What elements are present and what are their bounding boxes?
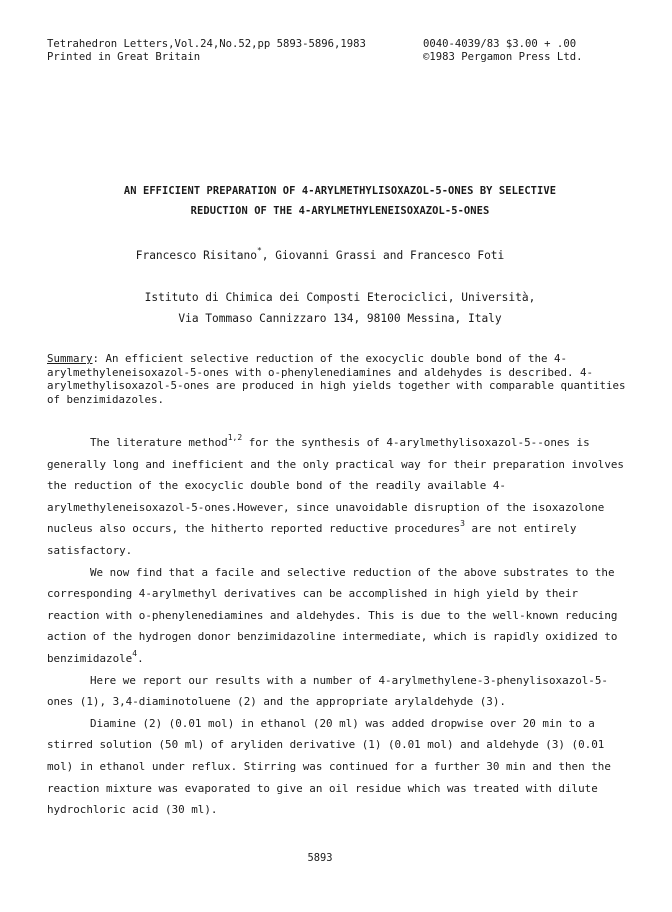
journal-header-right xyxy=(423,38,582,64)
paragraph-1-text-c: are not entirely satisfactory. xyxy=(47,522,577,557)
printed-location: Printed in Great Britain xyxy=(47,51,201,63)
citation-ref-3: 3 xyxy=(460,519,465,529)
author-list xyxy=(0,243,640,264)
copyright-notice: ©1983 Pergamon Press Ltd. xyxy=(423,51,583,63)
affiliation-line-1: Istituto di Chimica dei Composti Eterociclici, Università, xyxy=(144,291,536,304)
paragraph-1-text-a: The literature method xyxy=(90,436,228,449)
price-code: 0040-4039/83 $3.00 + .00 xyxy=(423,38,577,50)
affiliation xyxy=(40,287,640,329)
author-first: Francesco Risitano xyxy=(135,249,257,262)
journal-header-left xyxy=(47,38,366,64)
title-line-1: AN EFFICIENT PREPARATION OF 4-ARYLMETHYLISOXAZOL-5-ONES BY SELECTIVE xyxy=(123,185,557,197)
citation-ref-1-2: 1,2 xyxy=(227,433,243,442)
journal-citation: Tetrahedron Letters,Vol.24,No.52,pp 5893-5896,1983 xyxy=(47,38,366,50)
summary-text: : An efficient selective reduction of the exocyclic double bond of the 4-arylmethyleneisoxazol-5-ones with o-phenylenediamines and aldehydes is described. 4-arylmethylisoxazol-5-ones are produced in high yields together with comparable quantities of benzimidazoles. xyxy=(47,352,626,406)
citation-ref-4: 4 xyxy=(132,648,138,658)
paragraph-2-text-a: We now find that a facile and selective reduction of the above substrates to the corresponding 4-arylmethyl derivatives can be accomplished in high yield by their reaction with o-phenylenediamines and aldehydes. This is due to the well-known reducing action of the hydrogen donor benzimidazoline intermediate, which is rapidly oxidized to benzimidazole xyxy=(47,565,618,665)
title-line-2: REDUCTION OF THE 4-ARYLMETHYLENEISOXAZOL-5-ONES xyxy=(190,205,490,217)
paragraph-1-text-b: for the synthesis of 4-arylmethylisoxazol-5--ones is generally long and inefficient and the only practical way for their preparation involves the reduction of the exocyclic double bond of the readily available 4-arylmethyleneisoxazol-5-ones.However, since unavoidable disruption of the isoxazolone nucleus also occurs, the hitherto reported reductive procedures xyxy=(47,436,624,536)
body-text xyxy=(47,432,627,821)
author-rest: , Giovanni Grassi and Francesco Foti xyxy=(261,249,505,262)
paragraph-4: Diamine (2) (0.01 mol) in ethanol (20 ml) was added dropwise over 20 min to a stirred solution (50 ml) of aryliden derivative (1) (0.01 mol) and aldehyde (3) (0.01 mol) in ethanol under reflux. Stirring was continued for a further 30 min and then the reaction mixture was evaporated to give an oil residue which was treated with dilute hydrochloric acid (30 ml). xyxy=(47,716,611,817)
page-number: 5893 xyxy=(307,852,333,864)
affiliation-line-2: Via Tommaso Cannizzaro 134, 98100 Messina, Italy xyxy=(178,312,502,325)
paragraph-2-text-b: . xyxy=(137,651,144,665)
summary-label: Summary xyxy=(47,352,93,365)
summary-abstract xyxy=(47,352,627,406)
paragraph-2 xyxy=(47,562,627,670)
paper-title xyxy=(40,181,640,221)
corresponding-author-mark: * xyxy=(256,246,262,255)
paragraph-1 xyxy=(47,432,627,562)
paragraph-3: Here we report our results with a number of 4-arylmethylene-3-phenylisoxazol-5-ones (1), 3,4-diaminotoluene (2) and the appropriate arylaldehyde (3). xyxy=(47,673,608,709)
